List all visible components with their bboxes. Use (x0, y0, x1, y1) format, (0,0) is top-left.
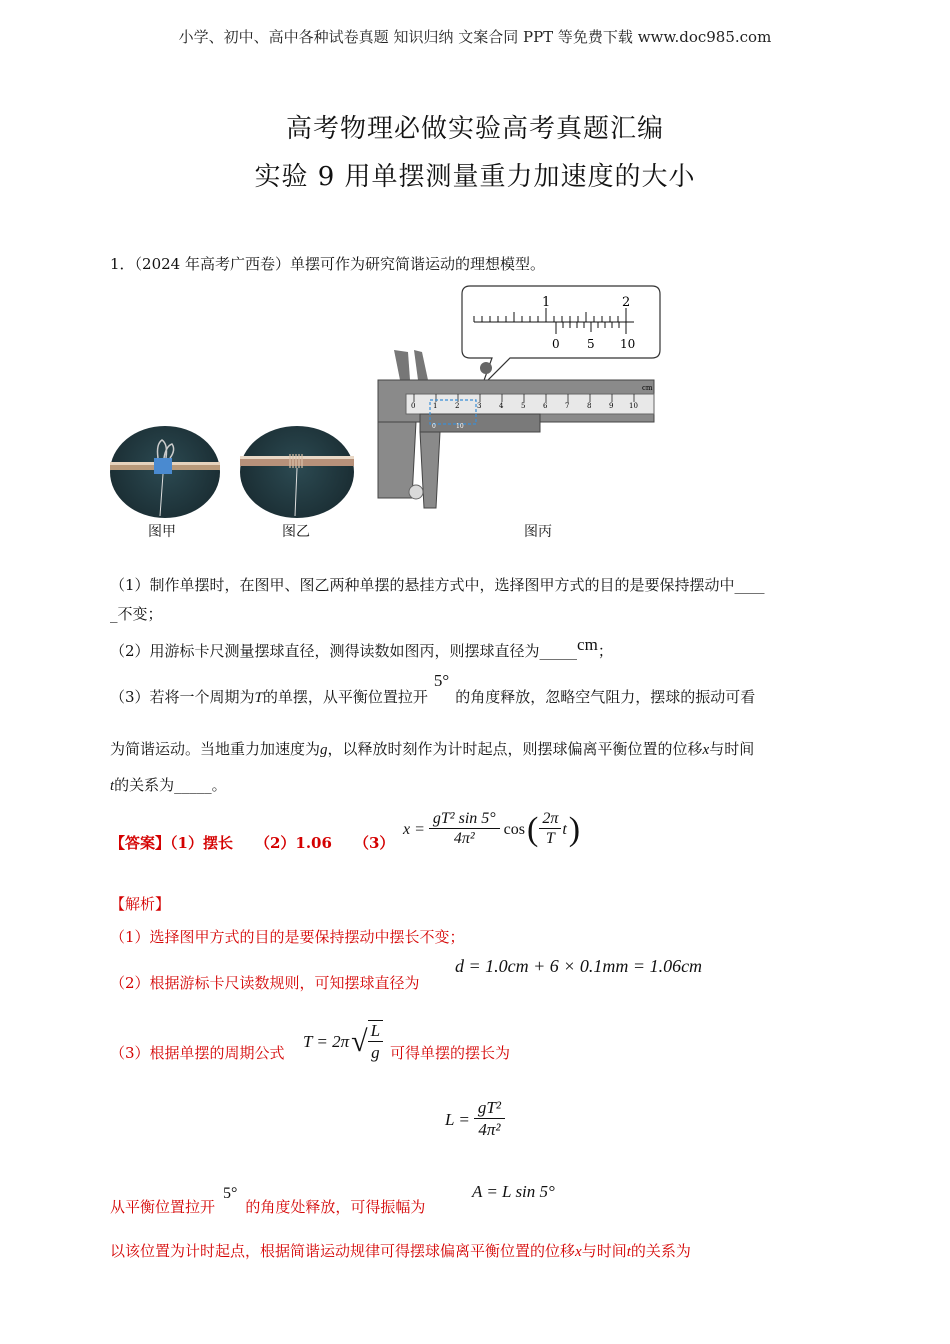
lock-screw (480, 362, 492, 374)
fT-lhs: T = 2π (303, 1032, 350, 1052)
vernier-label-10: 10 (456, 423, 464, 430)
main-scale-3: 3 (477, 402, 482, 410)
formula-period: T = 2π √ L g (302, 1020, 383, 1064)
caption-fig-c: 图丙 (524, 524, 552, 540)
analysis-3b: 可得单摆的摆长为 (390, 1044, 511, 1062)
analysis-5b: 与时间 (581, 1242, 627, 1260)
main-scale (406, 394, 654, 414)
clip-suspension-illustration (110, 426, 220, 518)
q3-period-symbol: T (254, 690, 263, 706)
q3-line2-c: 与时间 (709, 740, 755, 758)
answer-3: （3） (353, 834, 395, 852)
formula-length (444, 1098, 505, 1141)
photo-clip-suspension (110, 426, 220, 518)
caption-fig-b: 图乙 (282, 524, 310, 540)
q3-line3-text: 的关系为_____。 (114, 776, 227, 794)
fx-inner-numerator: 2π (542, 810, 559, 827)
zoom-vernier-label-5: 5 (587, 337, 595, 351)
analysis-4a: 从平衡位置拉开 (110, 1198, 216, 1216)
question-part-3-line2 (110, 738, 850, 761)
fx-numerator: gT² sin 5° (432, 810, 496, 827)
analysis-1: （1）选择图甲方式的目的是要保持摆动中摆长不变； (110, 928, 465, 946)
zoom-vernier-label-10: 10 (620, 337, 636, 351)
q3-line2-a: 为简谐运动。当地重力加速度为 (110, 740, 321, 758)
question-part-3-line3 (110, 774, 227, 797)
zoom-main-label-1: 1 (542, 295, 551, 310)
photo-wrapped-suspension (240, 426, 354, 518)
q3-text-a: （3）若将一个周期为 (110, 688, 255, 706)
main-scale-5: 5 (521, 402, 526, 410)
question-part-2-end: ； (597, 642, 613, 660)
analysis-5a: 以该位置为计时起点，根据简谐运动规律可得摆球偏离平衡位置的位移 (110, 1242, 576, 1260)
question-part-3 (110, 671, 850, 709)
lower-fixed-jaw (378, 422, 416, 498)
q3-text-c: 的角度释放，忽略空气阻力，摆球的振动可看 (455, 688, 756, 706)
fL-numerator: gT² (477, 1098, 501, 1117)
main-scale-8: 8 (587, 402, 592, 410)
wrapped-suspension-illustration (240, 426, 354, 518)
q3-angle: 5° (433, 671, 450, 690)
analysis-2: （2）根据游标卡尺读数规则，可知摆球直径为 (110, 974, 420, 992)
main-scale-0: 0 (411, 402, 416, 410)
analysis-3a: （3）根据单摆的周期公式 (110, 1044, 285, 1062)
formula-x-t: x = gT² sin 5° cos ( 2π t ) 4π² T (403, 810, 581, 848)
site-header: 小学、初中、高中各种试卷真题 知识归纳 文案合同 PPT 等免费下载 www.doc985.com (178, 28, 772, 46)
fx-lhs: x = (403, 820, 425, 838)
analysis-5-x: x (575, 1244, 582, 1260)
main-scale-10: 10 (629, 402, 638, 410)
question-part-2 (110, 635, 613, 662)
zoom-vernier-label-0: 0 (552, 337, 560, 351)
fL-lhs: L = (445, 1109, 470, 1129)
answer-1: （1）摆长 (170, 834, 233, 852)
doc-title: 高考物理必做实验高考真题汇编 (285, 114, 664, 144)
main-scale-1: 1 (433, 402, 438, 410)
analysis-label: 【解析】 (110, 895, 171, 913)
main-scale-6: 6 (543, 402, 548, 410)
q3-text-b: 的单摆，从平衡位置拉开 (262, 688, 428, 706)
main-scale-4: 4 (499, 402, 504, 410)
fL-denominator: 4π² (478, 1120, 501, 1139)
answer-label: 【答案】 (110, 834, 171, 852)
q3-line2-b: ，以释放时刻作为计时起点，则摆球偏离平衡位置的位移 (327, 740, 703, 758)
analysis-5 (110, 1240, 850, 1263)
question-intro: 1．（2024 年高考广西卷）单摆可作为研究简谐运动的理想模型。 (110, 255, 545, 273)
vernier-slider (420, 414, 540, 432)
lower-sliding-jaw (420, 432, 440, 508)
question-part-1: （1）制作单摆时，在图甲、图乙两种单摆的悬挂方式中，选择图甲方式的目的是要保持摆动中____ (110, 576, 765, 594)
main-scale-9: 9 (609, 402, 614, 410)
fx-inner-denominator: T (545, 830, 555, 847)
question-part-1-cont: _不变； (110, 605, 163, 623)
formula-amplitude: A = L sin 5° (472, 1182, 555, 1201)
zoom-bubble (462, 286, 660, 386)
vernier-label-0: 0 (432, 423, 436, 430)
main-scale-7: 7 (565, 402, 570, 410)
upper-fixed-jaw (394, 350, 410, 380)
fT-numerator: L (370, 1021, 381, 1040)
question-part-2-text: （2）用游标卡尺测量摆球直径，测得读数如图丙，则摆球直径为_____ (110, 642, 578, 660)
question-part-2-unit: cm (577, 635, 598, 654)
caption-fig-a: 图甲 (148, 524, 176, 540)
main-scale-2: 2 (455, 402, 460, 410)
analysis-5-t: t (626, 1244, 631, 1260)
fx-t: t (562, 820, 567, 838)
doc-subtitle: 实验 9 用单摆测量重力加速度的大小 (254, 162, 696, 192)
formula-d: d = 1.0cm + 6 × 0.1mm = 1.06cm (455, 956, 703, 976)
analysis-4b: 的角度处释放，可得振幅为 (245, 1198, 426, 1216)
fx-cos: cos (503, 820, 525, 838)
analysis-4 (110, 1185, 426, 1219)
q3-g-symbol: g (320, 742, 328, 758)
answer-2: （2）1.06 (254, 834, 332, 852)
q3-x-symbol: x (702, 742, 710, 758)
upper-sliding-jaw (414, 350, 428, 380)
vernier-caliper-diagram (370, 282, 670, 512)
analysis-5c: 的关系为 (630, 1242, 691, 1260)
answer-line (110, 832, 394, 854)
fx-denominator: 4π² (453, 830, 475, 847)
zoom-main-label-2: 2 (622, 295, 631, 310)
pendulum-ball (409, 485, 423, 499)
q3-t-symbol: t (110, 778, 115, 794)
scale-unit: cm (642, 384, 653, 392)
analysis-4-angle: 5° (223, 1185, 238, 1202)
fT-denominator: g (371, 1043, 380, 1062)
